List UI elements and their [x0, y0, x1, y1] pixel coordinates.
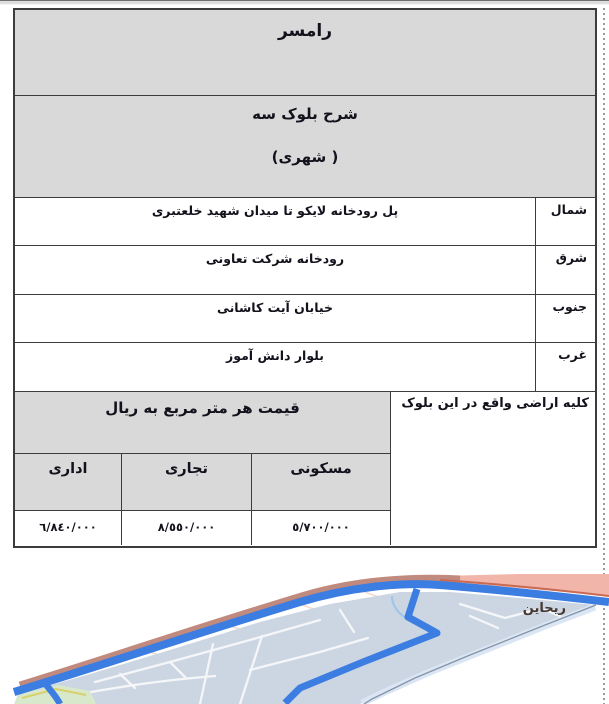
price-column-residential: مسکونی [251, 454, 390, 510]
price-table-title: قیمت هر متر مربع به ریال [15, 392, 390, 454]
price-value-residential: ٥/٧٠٠/٠٠٠ [251, 511, 390, 545]
map-place-label: ریحاین [522, 601, 566, 616]
price-value-commercial: ٨/٥٥٠/٠٠٠ [121, 511, 251, 545]
block-map-image [0, 574, 609, 704]
block-header-cell [15, 96, 595, 198]
block-description-table [13, 8, 597, 548]
price-scope-note: کلیه اراضی واقع در این بلوک [390, 392, 595, 545]
boundary-direction-south: جنوب [535, 295, 595, 342]
price-section [15, 392, 595, 545]
price-column-headers [15, 454, 390, 511]
boundary-description-west: بلوار دانش آموز [226, 348, 324, 363]
boundary-row-east [15, 246, 595, 295]
boundary-row-north [15, 198, 595, 246]
price-value-administrative: ٦/٨٤٠/٠٠٠ [39, 520, 97, 534]
boundary-description-east: رودخانه شرکت تعاونی [205, 251, 345, 266]
block-title: شرح بلوک سه [252, 105, 358, 123]
boundary-direction-north: شمال [535, 198, 595, 245]
price-column-administrative: اداری [48, 461, 88, 477]
price-values-row [15, 511, 390, 545]
boundary-row-west [15, 343, 595, 392]
boundary-description-north: پل رودخانه لایکو تا میدان شهید خلعتبری [151, 203, 399, 218]
city-header-cell [15, 10, 595, 96]
city-title: رامسر [277, 21, 332, 41]
window-edge-strip [0, 0, 609, 5]
price-table [15, 392, 390, 545]
block-subtitle: ( شهری) [271, 148, 339, 166]
boundary-description-south: خیابان آیت کاشانی [216, 300, 334, 315]
boundary-row-south [15, 295, 595, 343]
boundary-direction-east: شرق [535, 246, 595, 294]
price-column-commercial: تجاری [121, 454, 251, 510]
boundary-direction-west: غرب [535, 343, 595, 391]
